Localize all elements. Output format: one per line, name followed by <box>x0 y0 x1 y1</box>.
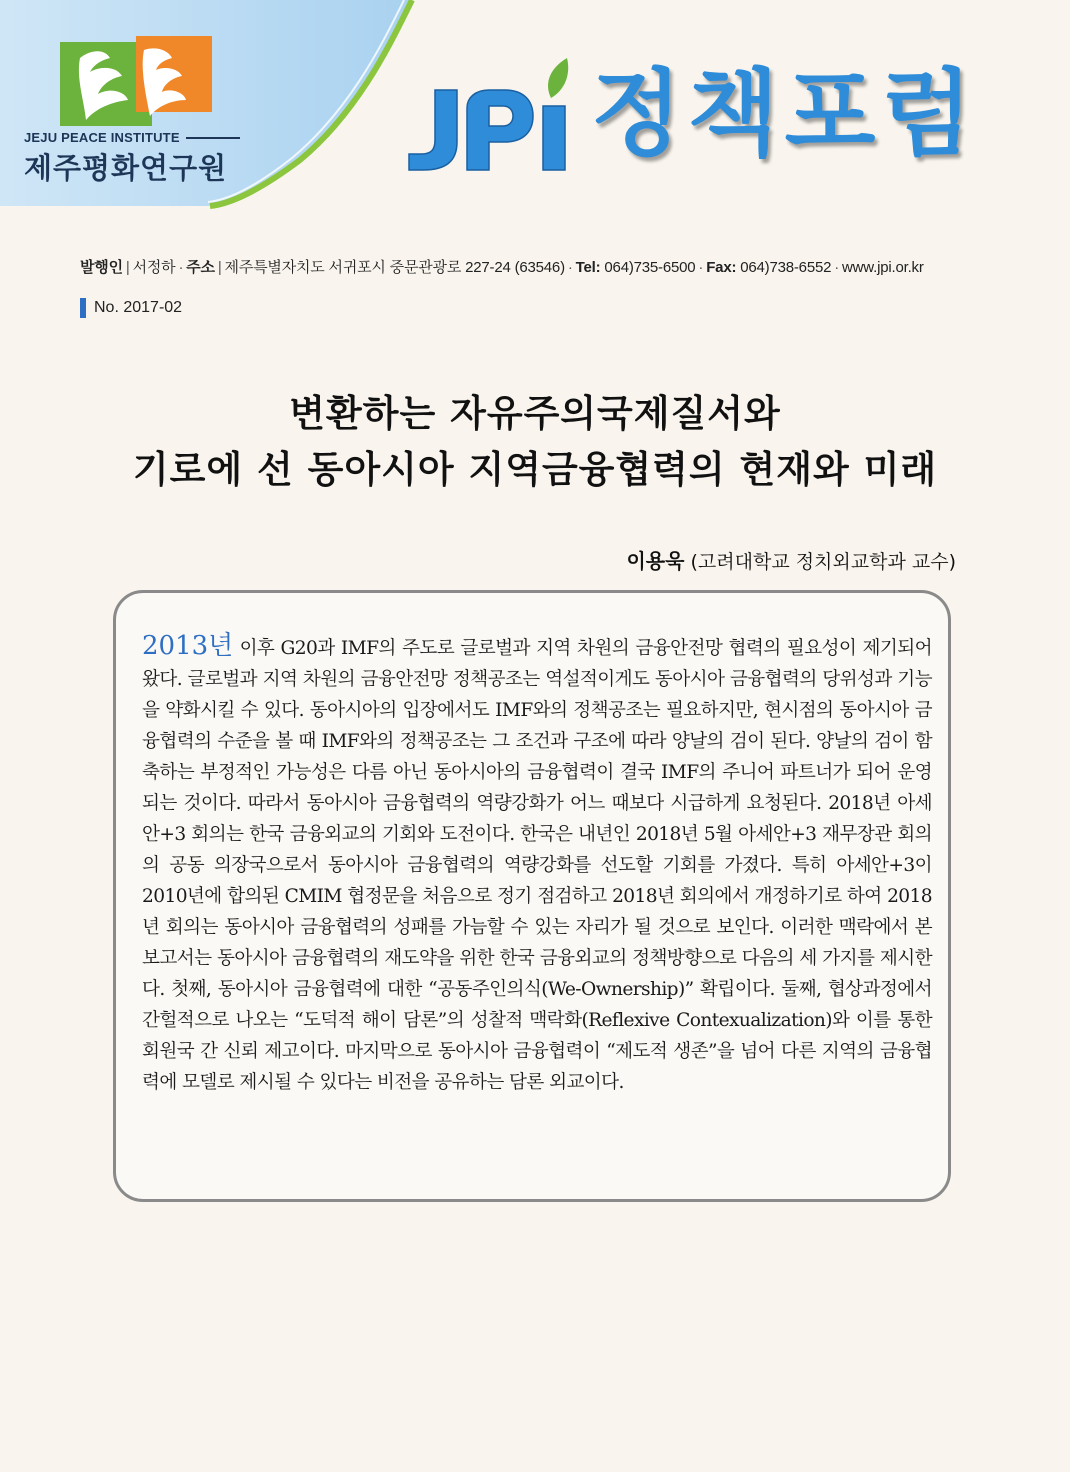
author-affiliation: (고려대학교 정치외교학과 교수) <box>690 551 956 573</box>
issue-number <box>80 298 182 318</box>
header-banner <box>0 0 1070 210</box>
document-title <box>0 386 1070 498</box>
publisher-info: 발행인 | 서정하 · 주소 | 제주특별자치도 서귀포시 중문관광로 227-24 (63546) · Tel: 064)735-6500 · Fax: 064)738-6552 · www.jpi.or.kr <box>80 259 924 276</box>
publisher-label: 발행인 <box>80 259 123 276</box>
publisher-name: 서정하 <box>132 259 176 276</box>
tel-label: Tel: <box>575 259 601 276</box>
fax-number: 064)738-6552 <box>740 259 832 276</box>
address: 제주특별자치도 서귀포시 중문관광로 227-24 (63546) <box>224 259 565 276</box>
abstract-lead-year: 2013년 <box>142 631 234 661</box>
title-line-2: 기로에 선 동아시아 지역금융협력의 현재와 미래 <box>132 448 938 491</box>
abstract-text <box>142 631 932 1098</box>
institute-logo <box>60 36 212 126</box>
issue-label: No. 2017-02 <box>94 299 183 316</box>
fax-label: Fax: <box>706 259 737 276</box>
author-name: 이용욱 <box>626 549 685 573</box>
website-link[interactable]: www.jpi.or.kr <box>842 259 924 276</box>
abstract-body: 이후 G20과 IMF의 주도로 글로벌과 지역 차원의 금융안전망 협력의 필요성이 제기되어 왔다. 글로벌과 지역 차원의 금융안전망 정책공조는 역설적이게도 동아시아 금융협력의 당위성과 기능을 약화시킬 수 있다. 동아시아의 입장에서도 IMF와의 정책공조는 필요하지만, 현시점의 동아시아 금융협력의 수준을 볼 때 IMF와의 정책공조는 그 조건과 구조에 따라 양날의 검이 된다. 양날의 검이 함축하는 부정적인 가능성은 다름 아닌 동아시아의 금융협력이 결국 IMF의 주니어 파트너가 되어 운영되는 것이다. 따라서 동아시아 금융협력의 역량강화가 어느 때보다 시급하게 요청된다. 2018년 아세안+3 회의는 한국 금융외교의 기회와 도전이다. 한국은 내년인 2018년 5월 아세안+3 재무장관 회의의 공동 의장국으로서 동아시아 금융협력의 역량강화를 선도할 기회를 가졌다. 특히 아세안+3이 2010년에 합의된 CMIM 협정문을 처음으로 정기 점검하고 2018년 회의에서 개정하기로 하여 2018년 회의는 동아시아 금융협력의 성패를 가늠할 수 있는 자리가 될 것으로 보인다. 이러한 맥락에서 본 보고서는 동아시아 금융협력의 재도약을 위한 한국 금융외교의 정책방향으로 다음의 세 가지를 제시한다. 첫째, 동아시아 금융협력에 대한 “공동주인의식(We-Ownership)” 확립이다. 둘째, 협상과정에서 간헐적으로 나오는 “도덕적 해이 담론”의 성찰적 맥락화(Reflexive Contexualization)와 이를 통한 회원국 간 신뢰 제고이다. 마지막으로 동아시아 금융협력이 “제도적 생존”을 넘어 다른 지역의 금융협력에 모델로 제시될 수 있다는 비전을 공유하는 담론 외교이다. <box>142 638 932 1093</box>
title-line-1: 변환하는 자유주의국제질서와 <box>289 392 781 435</box>
author-line <box>626 545 956 574</box>
issue-marker <box>80 298 86 318</box>
jpi-logo <box>405 50 585 180</box>
tel-number: 064)735-6500 <box>604 259 696 276</box>
institute-name-en: JEJU PEACE INSTITUTE <box>24 130 240 145</box>
abstract-box <box>113 590 951 1202</box>
institute-name-ko: 제주평화연구원 <box>24 151 228 185</box>
brand-title-block <box>405 50 978 180</box>
brand-title: 정책포럼 <box>591 60 979 169</box>
address-label: 주소 <box>186 259 215 276</box>
